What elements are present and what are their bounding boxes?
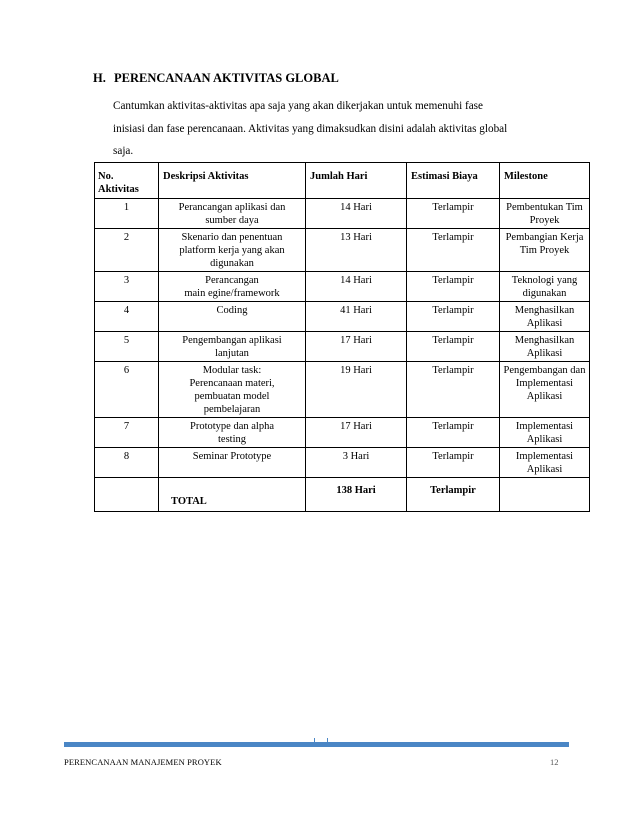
cell-milestone [500, 229, 590, 272]
cell-cost: Terlampir [407, 272, 500, 302]
desc-line: Perencanaan materi, [189, 378, 275, 389]
cell-milestone [500, 418, 590, 448]
milestone-line: Implementasi [515, 421, 574, 432]
intro-line: inisiasi dan fase perencanaan. Aktivitas yang dimaksudkan disini adalah aktivitas global [113, 122, 508, 135]
cell-days: 17 Hari [306, 418, 407, 448]
cell-cost: Terlampir [407, 199, 500, 229]
desc-line: main egine/framework [184, 288, 280, 299]
cell-milestone [500, 332, 590, 362]
desc-line: Perancangan aplikasi dan [178, 202, 286, 213]
cell-cost: Terlampir [407, 229, 500, 272]
page-number: 12 [550, 757, 559, 767]
desc-line: Modular task: [202, 365, 262, 376]
header-no-line: Aktivitas [98, 184, 139, 195]
table-row [95, 272, 590, 302]
cell-desc [159, 332, 306, 362]
cell-desc [159, 302, 306, 332]
cell-days: 14 Hari [306, 199, 407, 229]
milestone-line: Teknologi yang [511, 275, 578, 286]
section-letter: H. [93, 71, 106, 85]
milestone-line: digunakan [522, 288, 567, 299]
header-no [95, 163, 159, 199]
cell-cost: Terlampir [407, 302, 500, 332]
milestone-line: Pembangian Kerja [505, 232, 584, 243]
desc-line: sumber daya [205, 215, 259, 226]
milestone-line: Pembentukan Tim [506, 202, 583, 213]
milestone-line: Tim Proyek [519, 245, 570, 256]
total-cost: Terlampir [407, 478, 500, 512]
desc-line: testing [218, 434, 246, 445]
table-row [95, 448, 590, 478]
cell-days: 19 Hari [306, 362, 407, 418]
cell-no: 1 [95, 199, 159, 229]
footer-title: PERENCANAAN MANAJEMEN PROYEK [64, 757, 222, 767]
table-row [95, 229, 590, 272]
cell-days: 13 Hari [306, 229, 407, 272]
desc-line: lanjutan [215, 348, 249, 359]
cell-milestone [500, 272, 590, 302]
section-title: PERENCANAAN AKTIVITAS GLOBAL [114, 71, 339, 85]
cell-cost: Terlampir [407, 362, 500, 418]
desc-line: Skenario dan penentuan [181, 232, 283, 243]
table-row [95, 332, 590, 362]
header-no-line: No. [98, 171, 114, 182]
cell-days: 3 Hari [306, 448, 407, 478]
milestone-line: Proyek [529, 215, 560, 226]
cell-desc [159, 272, 306, 302]
section-intro [113, 95, 563, 163]
header-milestone: Milestone [500, 163, 590, 199]
activity-table [94, 162, 590, 512]
cell-desc [159, 448, 306, 478]
header-days: Jumlah Hari [306, 163, 407, 199]
desc-line: pembelajaran [203, 404, 261, 415]
cell-no: 3 [95, 272, 159, 302]
desc-line: Coding [216, 305, 248, 316]
milestone-line: Aplikasi [526, 348, 563, 359]
cell-desc [159, 199, 306, 229]
cell-no: 8 [95, 448, 159, 478]
table-total-row [95, 478, 590, 512]
milestone-line: Aplikasi [526, 318, 563, 329]
cell-no: 2 [95, 229, 159, 272]
desc-line: Perancangan [205, 275, 259, 286]
cell-cost: Terlampir [407, 448, 500, 478]
intro-line: saja. [113, 145, 134, 157]
cell-no-empty [95, 478, 159, 512]
cell-days: 14 Hari [306, 272, 407, 302]
cell-desc [159, 418, 306, 448]
desc-line: Prototype dan alpha [190, 421, 274, 432]
cell-milestone [500, 362, 590, 418]
total-milestone-empty [500, 478, 590, 512]
footer-rule [64, 742, 569, 747]
header-desc: Deskripsi Aktivitas [159, 163, 306, 199]
desc-line: digunakan [210, 258, 254, 269]
cell-days: 17 Hari [306, 332, 407, 362]
table-header-row [95, 163, 590, 199]
desc-line: pembuatan model [194, 391, 270, 402]
table-row [95, 302, 590, 332]
cell-no: 5 [95, 332, 159, 362]
intro-line: Cantumkan aktivitas-aktivitas apa saja yang akan dikerjakan untuk memenuhi fase [113, 100, 484, 112]
cell-cost: Terlampir [407, 418, 500, 448]
milestone-line: Aplikasi [526, 464, 563, 475]
milestone-line: Menghasilkan [514, 335, 575, 346]
desc-line: platform kerja yang akan [179, 245, 285, 256]
cell-milestone [500, 302, 590, 332]
total-label: TOTAL [159, 478, 306, 512]
desc-line: Seminar Prototype [192, 451, 272, 462]
cell-no: 7 [95, 418, 159, 448]
cell-cost: Terlampir [407, 332, 500, 362]
table-row [95, 418, 590, 448]
milestone-line: Implementasi [515, 451, 574, 462]
cell-no: 6 [95, 362, 159, 418]
section-heading [93, 71, 339, 86]
milestone-line: Menghasilkan [514, 305, 575, 316]
cell-desc [159, 229, 306, 272]
total-days: 138 Hari [306, 478, 407, 512]
cell-days: 41 Hari [306, 302, 407, 332]
cell-no: 4 [95, 302, 159, 332]
table-row [95, 199, 590, 229]
header-cost: Estimasi Biaya [407, 163, 500, 199]
milestone-line: Aplikasi [526, 434, 563, 445]
cell-desc [159, 362, 306, 418]
cell-milestone [500, 448, 590, 478]
milestone-line: Pengembangan dan [503, 365, 586, 376]
desc-line: Pengembangan aplikasi [182, 335, 282, 346]
table-row [95, 362, 590, 418]
milestone-line: Aplikasi [526, 391, 563, 402]
milestone-line: Implementasi [515, 378, 574, 389]
cell-milestone [500, 199, 590, 229]
